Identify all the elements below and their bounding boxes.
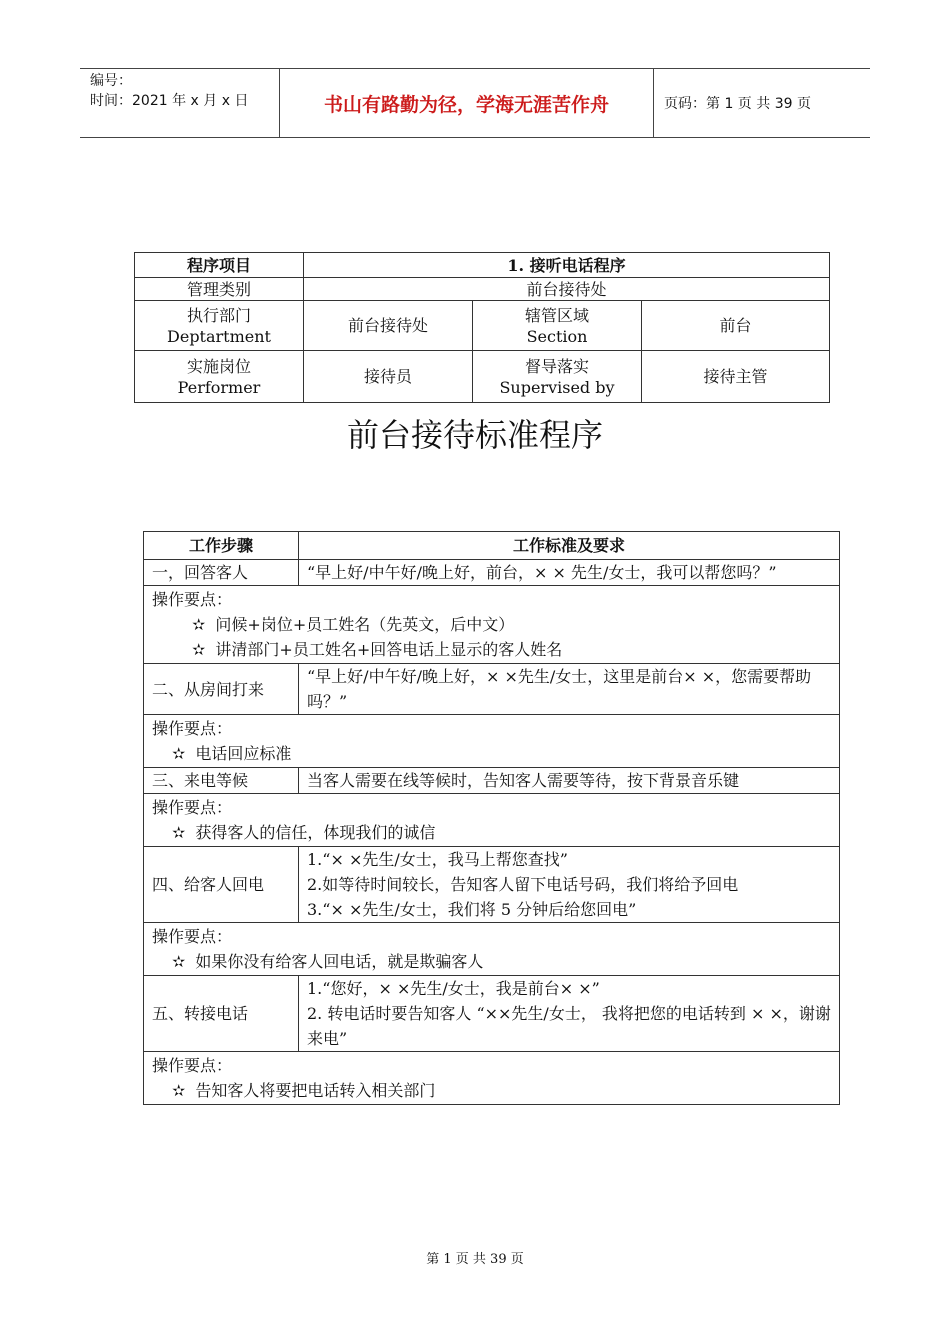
step-standard [299,847,840,923]
page-header [80,68,870,138]
point-text: 获得客人的信任，体现我们的诚信 [195,823,436,842]
step-name: 二、从房间打来 [144,664,299,715]
procedure-table [143,531,840,1105]
standard-line: 当客人需要在线等候时，告知客人需要等待，按下背景音乐键 [307,771,740,790]
point-item [152,949,831,974]
point-text: 告知客人将要把电话转入相关部门 [195,1081,436,1100]
operation-points [144,923,840,976]
item-label: 程序项目 [135,253,304,278]
standard-line: 1.“× ×先生/女士，我马上帮您查找” [307,850,568,869]
points-row [144,1052,840,1105]
step-name: 一，回答客人 [144,560,299,586]
operation-points [144,586,840,664]
step-row [144,664,840,715]
standard-line: 2. 转电话时要告知客人 “××先生/女士， 我将把您的电话转到 × ×，谢谢来电” [307,1004,831,1048]
points-label: 操作要点： [152,798,233,817]
standard-line: 1.“您好，× ×先生/女士，我是前台× ×” [307,979,600,998]
dept-label [135,301,304,351]
step-name: 五、转接电话 [144,976,299,1052]
section-label [473,301,642,351]
star-icon: ✫ [192,615,206,634]
star-icon: ✫ [172,952,186,971]
point-item [152,612,831,637]
point-text: 讲清部门+员工姓名+回答电话上显示的客人姓名 [215,640,563,659]
points-row [144,794,840,847]
dept-label-cn: 执行部门 [186,305,251,325]
dept-value: 前台接待处 [304,301,473,351]
step-standard [299,664,840,715]
category-value: 前台接待处 [304,278,830,301]
points-row [144,923,840,976]
category-label: 管理类别 [135,278,304,301]
points-row [144,715,840,768]
standard-line: “早上好/中午好/晚上好，× ×先生/女士，这里是前台× ×，您需要帮助吗？” [307,667,812,711]
point-item [152,741,831,766]
step-row [144,768,840,794]
step-row [144,560,840,586]
points-label: 操作要点： [152,719,233,738]
points-label: 操作要点： [152,1056,233,1075]
number-label: 编号： [90,73,132,89]
supervisor-label [473,351,642,403]
performer-label-en: Performer [177,377,261,397]
operation-points [144,794,840,847]
performer-label [135,351,304,403]
point-item [152,1078,831,1103]
performer-value: 接待员 [304,351,473,403]
procedure-body [144,560,840,1105]
header-info [80,69,280,137]
operation-points [144,1052,840,1105]
standard-line: 2.如等待时间较长，告知客人留下电话号码，我们将给予回电 [307,875,739,894]
operation-points [144,715,840,768]
star-icon: ✫ [192,640,206,659]
step-name: 三、来电等候 [144,768,299,794]
points-label: 操作要点： [152,590,233,609]
page-footer: 第 1 页 共 39 页 [426,1252,524,1267]
points-label: 操作要点： [152,927,233,946]
col-header-step: 工作步骤 [144,532,299,560]
point-item [152,820,831,845]
point-text: 电话回应标准 [195,744,292,763]
supervisor-label-cn: 督导落实 [524,356,589,376]
header-slogan: 书山有路勤为径，学海无涯苦作舟 [280,69,654,137]
star-icon: ✫ [172,823,186,842]
performer-label-cn: 实施岗位 [186,356,251,376]
standard-line: “早上好/中午好/晚上好，前台，× × 先生/女士，我可以帮您吗？” [307,563,777,582]
header-page-info: 页码：第 1 页 共 39 页 [664,96,811,112]
date-label: 时间：2021 年 x 月 x 日 [90,93,249,109]
program-meta-table [134,252,830,403]
star-icon: ✫ [172,1081,186,1100]
section-label-cn: 辖管区域 [524,305,589,325]
section-label-en: Section [526,326,588,346]
star-icon: ✫ [172,744,186,763]
dept-label-en: Deptartment [167,326,271,346]
step-standard [299,768,840,794]
step-standard [299,560,840,586]
point-item [152,637,831,662]
col-header-standard: 工作标准及要求 [299,532,840,560]
step-name: 四、给客人回电 [144,847,299,923]
point-text: 如果你没有给客人回电话，就是欺骗客人 [195,952,484,971]
step-standard [299,976,840,1052]
supervisor-label-en: Supervised by [499,377,615,397]
supervisor-value: 接待主管 [642,351,830,403]
item-value: 1. 接听电话程序 [304,253,830,278]
step-row [144,976,840,1052]
step-row [144,847,840,923]
points-row [144,586,840,664]
point-text: 问候+岗位+员工姓名（先英文，后中文） [215,615,515,634]
document-title: 前台接待标准程序 [346,416,603,454]
standard-line: 3.“× ×先生/女士，我们将 5 分钟后给您回电” [307,900,637,919]
section-value: 前台 [642,301,830,351]
